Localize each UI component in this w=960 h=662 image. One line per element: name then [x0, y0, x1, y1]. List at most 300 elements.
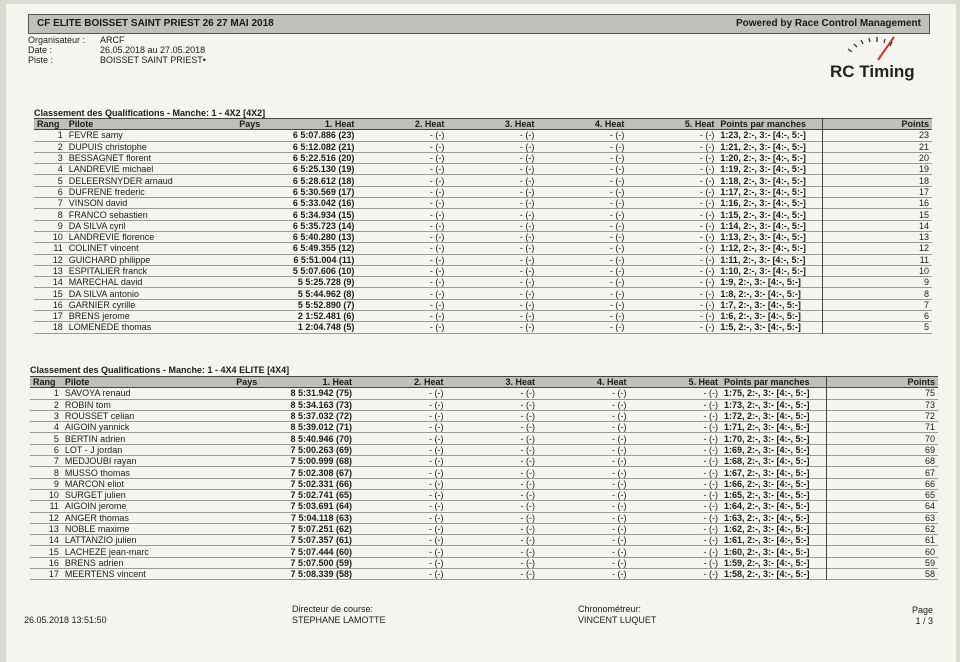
pilot-cell: LOMENEDE thomas — [68, 322, 152, 333]
heat5-cell: - (-) — [699, 130, 715, 141]
heat1-cell: 7 5:08.339 (58) — [290, 569, 352, 580]
country-cell — [219, 288, 264, 299]
page-number: Page 1 / 3 — [912, 605, 934, 626]
heat5-cell: - (-) — [703, 524, 718, 534]
heat3-cell: - (-) — [519, 186, 535, 197]
heat5-cell: - (-) — [699, 311, 715, 322]
heat3-cell: - (-) — [519, 164, 535, 175]
heat3-cell: - (-) — [519, 266, 535, 276]
heat4-cell: - (-) — [609, 266, 625, 276]
table-row — [34, 322, 932, 333]
heat3-cell: - (-) — [519, 288, 535, 299]
table-row — [34, 141, 932, 152]
country-cell — [219, 209, 264, 220]
heat1-cell: 8 5:31.942 (75) — [290, 388, 352, 399]
country-cell — [219, 243, 264, 254]
heat3-cell: - (-) — [520, 524, 535, 534]
heat1-cell: 6 5:30.569 (17) — [292, 186, 355, 197]
table-row — [30, 467, 938, 478]
heat5-cell: - (-) — [703, 422, 718, 433]
rank-cell: 16 — [52, 299, 63, 310]
points-per-heat-cell: 1:15, 2:-, 3:- [4:-, 5:-] — [720, 209, 806, 220]
heat5-cell: - (-) — [703, 490, 718, 501]
table-row — [34, 186, 932, 197]
pilot-cell: FEVRE samy — [68, 130, 123, 141]
heat3-cell: - (-) — [520, 546, 535, 557]
heat2-cell: - (-) — [429, 311, 445, 322]
heat4-cell: - (-) — [609, 254, 625, 265]
col-header-h2: 2. Heat — [355, 377, 447, 388]
points-cell: 63 — [827, 512, 938, 523]
event-title: CF ELITE BOISSET SAINT PRIEST 26 27 MAI 2018 — [37, 18, 274, 29]
points-cell: 16 — [823, 198, 932, 209]
heat1-cell: 6 5:49.355 (12) — [292, 243, 355, 254]
heat1-cell: 6 5:25.130 (19) — [292, 164, 355, 175]
rank-cell: 4 — [53, 422, 59, 433]
points-per-heat-cell: 1:20, 2:-, 3:- [4:-, 5:-] — [720, 153, 806, 164]
points-cell: 12 — [823, 243, 932, 254]
heat1-cell: 7 5:00.999 (68) — [290, 456, 352, 467]
pilot-cell: GARNIER cyrille — [68, 299, 136, 310]
col-header-ppm: Points par manches — [721, 377, 827, 388]
heat2-cell: - (-) — [429, 569, 444, 580]
points-cell: 21 — [823, 141, 932, 152]
heat4-cell: - (-) — [609, 153, 625, 164]
table-row — [34, 198, 932, 209]
heat1-cell: 7 5:07.500 (59) — [290, 557, 352, 568]
heat2-cell: - (-) — [429, 198, 445, 209]
points-per-heat-cell: 1:9, 2:-, 3:- [4:-, 5:-] — [720, 277, 801, 288]
heat3-cell: - (-) — [520, 569, 535, 580]
country-cell — [215, 433, 260, 444]
heat3-cell: - (-) — [519, 153, 535, 164]
points-cell: 67 — [827, 467, 938, 478]
country-cell — [219, 198, 264, 209]
heat1-cell: 6 5:35.723 (14) — [292, 220, 355, 231]
heat4-cell: - (-) — [609, 243, 625, 254]
heat2-cell: - (-) — [429, 232, 445, 243]
heat1-cell: 8 5:39.012 (71) — [290, 422, 352, 433]
country-cell — [215, 535, 260, 546]
heat2-cell: - (-) — [429, 399, 444, 410]
event-info — [28, 35, 206, 65]
pilot-cell: NOBLE maxime — [64, 524, 130, 534]
heat1-cell: 5 5:52.890 (7) — [297, 299, 355, 310]
heat1-cell: 7 5:00.263 (69) — [290, 444, 352, 455]
pilot-cell: COLINET vincent — [68, 243, 139, 254]
country-cell — [215, 489, 260, 500]
heat2-cell: - (-) — [429, 512, 444, 523]
col-header-rang: Rang — [30, 377, 62, 388]
heat1-cell: 6 5:33.042 (16) — [292, 198, 355, 209]
rank-cell: 14 — [52, 277, 63, 288]
heat3-cell: - (-) — [519, 198, 535, 209]
pilot-cell: ROBIN tom — [64, 399, 111, 410]
heat2-cell: - (-) — [429, 141, 445, 152]
points-cell: 68 — [827, 456, 938, 467]
results-sheet — [6, 4, 956, 662]
col-header-points: Points — [823, 119, 932, 130]
heat3-cell: - (-) — [519, 254, 535, 265]
heat1-cell: 7 5:07.251 (62) — [290, 524, 352, 534]
heat3-cell: - (-) — [520, 456, 535, 467]
heat4-cell: - (-) — [612, 456, 627, 467]
heat5-cell: - (-) — [703, 444, 718, 455]
heat5-cell: - (-) — [699, 243, 715, 254]
heat2-cell: - (-) — [429, 243, 445, 254]
country-cell — [219, 311, 264, 322]
heat5-cell: - (-) — [703, 411, 718, 422]
points-per-heat-cell: 1:16, 2:-, 3:- [4:-, 5:-] — [720, 198, 806, 209]
heat4-cell: - (-) — [612, 524, 627, 534]
heat3-cell: - (-) — [519, 277, 535, 288]
col-header-points: Points — [827, 377, 938, 388]
points-cell: 70 — [827, 433, 938, 444]
heat2-cell: - (-) — [429, 444, 444, 455]
points-per-heat-cell: 1:61, 2:-, 3:- [4:-, 5:-] — [724, 535, 810, 546]
heat2-cell: - (-) — [429, 220, 445, 231]
pilot-cell: LATTANZIO julien — [64, 535, 137, 546]
heat3-cell: - (-) — [519, 232, 535, 243]
table-row — [30, 433, 938, 444]
rank-cell: 9 — [57, 220, 63, 231]
heat5-cell: - (-) — [699, 266, 715, 276]
col-header-h4: 4. Heat — [538, 377, 630, 388]
table-row — [30, 444, 938, 455]
heat5-cell: - (-) — [699, 175, 715, 186]
country-cell — [215, 546, 260, 557]
points-cell: 23 — [823, 130, 932, 141]
rank-cell: 12 — [52, 254, 63, 265]
country-cell — [215, 456, 260, 467]
points-per-heat-cell: 1:11, 2:-, 3:- [4:-, 5:-] — [720, 254, 806, 265]
country-cell — [215, 501, 260, 512]
col-header-rang: Rang — [34, 119, 66, 130]
rank-cell: 11 — [53, 243, 63, 254]
heat5-cell: - (-) — [703, 456, 718, 467]
header-bar — [28, 14, 930, 34]
table-row — [30, 388, 938, 399]
points-per-heat-cell: 1:75, 2:-, 3:- [4:-, 5:-] — [724, 388, 810, 399]
pilot-cell: ESPITALIER franck — [68, 266, 148, 276]
rank-cell: 8 — [53, 467, 59, 478]
heat4-cell: - (-) — [612, 535, 627, 546]
points-per-heat-cell: 1:6, 2:-, 3:- [4:-, 5:-] — [720, 311, 801, 322]
section-title-4x4: Classement des Qualifications - Manche: 1 - 4X4 ELITE [4X4] — [30, 365, 290, 375]
col-header-ppm: Points par manches — [717, 119, 823, 130]
rank-cell: 5 — [53, 433, 59, 444]
points-per-heat-cell: 1:14, 2:-, 3:- [4:-, 5:-] — [720, 220, 806, 231]
heat5-cell: - (-) — [703, 535, 718, 546]
rank-cell: 10 — [48, 490, 59, 501]
country-cell — [215, 399, 260, 410]
heat4-cell: - (-) — [609, 220, 625, 231]
heat2-cell: - (-) — [429, 524, 444, 534]
rank-cell: 13 — [48, 524, 59, 534]
country-cell — [215, 523, 260, 534]
country-cell — [215, 422, 260, 433]
heat2-cell: - (-) — [429, 557, 444, 568]
col-header-h3: 3. Heat — [447, 119, 537, 130]
pilot-cell: DUFRENE frederic — [68, 186, 145, 197]
country-cell — [219, 277, 264, 288]
heat3-cell: - (-) — [520, 478, 535, 489]
heat5-cell: - (-) — [699, 141, 715, 152]
pilot-cell: DA SILVA antonio — [68, 288, 139, 299]
heat4-cell: - (-) — [612, 388, 627, 399]
heat3-cell: - (-) — [519, 243, 535, 254]
rank-cell: 1 — [57, 130, 63, 141]
points-per-heat-cell: 1:68, 2:-, 3:- [4:-, 5:-] — [724, 456, 810, 467]
points-cell: 7 — [823, 299, 932, 310]
heat2-cell: - (-) — [429, 388, 444, 399]
points-per-heat-cell: 1:8, 2:-, 3:- [4:-, 5:-] — [720, 288, 801, 299]
table-row — [30, 399, 938, 410]
rank-cell: 4 — [57, 164, 63, 175]
rank-cell: 13 — [52, 266, 63, 276]
points-cell: 20 — [823, 152, 932, 163]
heat3-cell: - (-) — [519, 322, 535, 333]
table-row — [34, 130, 932, 141]
rank-cell: 8 — [57, 209, 63, 220]
pilot-cell: SURGET julien — [64, 490, 126, 501]
heat5-cell: - (-) — [703, 399, 718, 410]
rank-cell: 10 — [52, 232, 63, 243]
col-header-h4: 4. Heat — [537, 119, 627, 130]
country-cell — [215, 388, 260, 399]
heat5-cell: - (-) — [699, 277, 715, 288]
heat3-cell: - (-) — [519, 220, 535, 231]
table-row — [30, 501, 938, 512]
heat2-cell: - (-) — [429, 277, 445, 288]
heat4-cell: - (-) — [609, 288, 625, 299]
pilot-cell: MEDJOUBI rayan — [64, 456, 137, 467]
country-cell — [219, 299, 264, 310]
pilot-cell: MARCON eliot — [64, 478, 124, 489]
heat2-cell: - (-) — [429, 254, 445, 265]
heat4-cell: - (-) — [609, 198, 625, 209]
points-cell: 69 — [827, 444, 938, 455]
table-row — [30, 535, 938, 546]
table-row — [34, 231, 932, 242]
heat3-cell: - (-) — [519, 311, 535, 322]
heat4-cell: - (-) — [612, 501, 627, 512]
country-cell — [215, 569, 260, 580]
heat4-cell: - (-) — [612, 569, 627, 580]
heat3-cell: - (-) — [520, 512, 535, 523]
points-per-heat-cell: 1:64, 2:-, 3:- [4:-, 5:-] — [724, 501, 810, 512]
rank-cell: 11 — [49, 501, 59, 512]
heat1-cell: 7 5:02.741 (65) — [290, 490, 352, 501]
heat5-cell: - (-) — [699, 153, 715, 164]
points-per-heat-cell: 1:18, 2:-, 3:- [4:-, 5:-] — [720, 175, 806, 186]
heat4-cell: - (-) — [612, 490, 627, 501]
country-cell — [219, 130, 264, 141]
table-row — [30, 478, 938, 489]
rc-timing-logo — [828, 34, 923, 84]
points-cell: 60 — [827, 546, 938, 557]
country-cell — [215, 467, 260, 478]
table-row — [30, 557, 938, 568]
heat2-cell: - (-) — [429, 422, 444, 433]
heat1-cell: 2 1:52.481 (6) — [297, 311, 355, 322]
heat1-cell: 8 5:34.163 (73) — [290, 399, 352, 410]
heat2-cell: - (-) — [429, 299, 445, 310]
country-cell — [219, 322, 264, 333]
heat4-cell: - (-) — [612, 467, 627, 478]
heat4-cell: - (-) — [609, 277, 625, 288]
table-row — [34, 265, 932, 276]
pilot-cell: LANDREVIE florence — [68, 232, 155, 243]
country-cell — [219, 164, 264, 175]
heat3-cell: - (-) — [520, 467, 535, 478]
pilot-cell: DELEERSNYDER arnaud — [68, 175, 173, 186]
heat1-cell: 8 5:40.946 (70) — [290, 433, 352, 444]
points-per-heat-cell: 1:67, 2:-, 3:- [4:-, 5:-] — [724, 467, 810, 478]
heat3-cell: - (-) — [520, 490, 535, 501]
heat4-cell: - (-) — [612, 546, 627, 557]
heat3-cell: - (-) — [520, 388, 535, 399]
heat3-cell: - (-) — [520, 411, 535, 422]
heat5-cell: - (-) — [699, 299, 715, 310]
heat2-cell: - (-) — [429, 490, 444, 501]
heat5-cell: - (-) — [699, 322, 715, 333]
pilot-cell: DUPUIS christophe — [68, 141, 147, 152]
pilot-cell: LANDREVIE michael — [68, 164, 154, 175]
heat2-cell: - (-) — [429, 535, 444, 546]
heat5-cell: - (-) — [699, 164, 715, 175]
points-per-heat-cell: 1:71, 2:-, 3:- [4:-, 5:-] — [724, 422, 810, 433]
country-cell — [215, 557, 260, 568]
powered-by: Powered by Race Control Management — [735, 18, 921, 29]
points-per-heat-cell: 1:58, 2:-, 3:- [4:-, 5:-] — [724, 569, 810, 580]
section-title-4x2: Classement des Qualifications - Manche: 1 - 4X2 [4X2] — [34, 108, 266, 118]
points-cell: 59 — [827, 557, 938, 568]
points-per-heat-cell: 1:69, 2:-, 3:- [4:-, 5:-] — [724, 444, 810, 455]
points-cell: 66 — [827, 478, 938, 489]
points-per-heat-cell: 1:62, 2:-, 3:- [4:-, 5:-] — [724, 524, 810, 534]
heat4-cell: - (-) — [609, 186, 625, 197]
points-per-heat-cell: 1:70, 2:-, 3:- [4:-, 5:-] — [724, 433, 810, 444]
heat5-cell: - (-) — [699, 288, 715, 299]
heat4-cell: - (-) — [609, 175, 625, 186]
points-per-heat-cell: 1:63, 2:-, 3:- [4:-, 5:-] — [724, 512, 810, 523]
points-cell: 18 — [823, 175, 932, 186]
heat5-cell: - (-) — [703, 501, 718, 512]
heat5-cell: - (-) — [699, 220, 715, 231]
col-header-h5: 5. Heat — [627, 119, 717, 130]
heat3-cell: - (-) — [520, 422, 535, 433]
rank-cell: 17 — [48, 569, 59, 580]
heat3-cell: - (-) — [519, 209, 535, 220]
heat1-cell: 7 5:02.331 (66) — [290, 478, 352, 489]
heat2-cell: - (-) — [429, 478, 444, 489]
table-row — [34, 164, 932, 175]
rank-cell: 9 — [53, 478, 59, 489]
table-row — [30, 512, 938, 523]
heat3-cell: - (-) — [520, 399, 535, 410]
rank-cell: 1 — [53, 388, 59, 399]
heat5-cell: - (-) — [699, 232, 715, 243]
heat1-cell: 6 5:34.934 (15) — [292, 209, 355, 220]
country-cell — [215, 478, 260, 489]
heat4-cell: - (-) — [609, 164, 625, 175]
table-row — [30, 546, 938, 557]
heat2-cell: - (-) — [429, 433, 444, 444]
table-row — [34, 277, 932, 288]
results-table-4x4 — [30, 376, 938, 580]
heat1-cell: 6 5:12.082 (21) — [292, 141, 355, 152]
heat3-cell: - (-) — [520, 501, 535, 512]
points-cell: 13 — [823, 231, 932, 242]
heat3-cell: - (-) — [519, 141, 535, 152]
pilot-cell: BRENS jerome — [68, 311, 130, 322]
rank-cell: 16 — [48, 557, 59, 568]
points-per-heat-cell: 1:13, 2:-, 3:- [4:-, 5:-] — [720, 232, 806, 243]
country-cell — [219, 141, 264, 152]
points-cell: 11 — [823, 254, 932, 265]
country-cell — [219, 265, 264, 276]
col-header-pays: Pays — [219, 119, 264, 130]
pilot-cell: SAVOYA renaud — [64, 388, 131, 399]
rank-cell: 15 — [48, 546, 59, 557]
pilot-cell: LOT - J jordan — [64, 444, 123, 455]
pilot-cell: BERTIN adrien — [64, 433, 126, 444]
table-row — [34, 220, 932, 231]
rank-cell: 7 — [53, 456, 59, 467]
rank-cell: 6 — [53, 444, 59, 455]
heat3-cell: - (-) — [519, 130, 535, 141]
heat1-cell: 7 5:02.308 (67) — [290, 467, 352, 478]
heat5-cell: - (-) — [703, 388, 718, 399]
heat2-cell: - (-) — [429, 209, 445, 220]
heat1-cell: 5 5:44.962 (8) — [297, 288, 355, 299]
heat5-cell: - (-) — [699, 186, 715, 197]
points-cell: 65 — [827, 489, 938, 500]
heat5-cell: - (-) — [703, 546, 718, 557]
heat3-cell: - (-) — [520, 535, 535, 546]
rank-cell: 15 — [52, 288, 63, 299]
heat5-cell: - (-) — [703, 478, 718, 489]
pilot-cell: AIGOIN yannick — [64, 422, 130, 433]
info-organisateur: Organisateur : ARCF — [28, 35, 125, 45]
logo-text: RC Timing — [830, 62, 915, 81]
country-cell — [219, 175, 264, 186]
table-row — [30, 410, 938, 421]
heat4-cell: - (-) — [609, 209, 625, 220]
points-per-heat-cell: 1:19, 2:-, 3:- [4:-, 5:-] — [720, 164, 806, 175]
rank-cell: 14 — [48, 535, 59, 546]
heat1-cell: 6 5:28.612 (18) — [292, 175, 355, 186]
points-cell: 72 — [827, 410, 938, 421]
heat4-cell: - (-) — [609, 130, 625, 141]
pilot-cell: VINSON david — [68, 198, 128, 209]
heat4-cell: - (-) — [612, 512, 627, 523]
pilot-cell: BRENS adrien — [64, 557, 124, 568]
heat3-cell: - (-) — [519, 299, 535, 310]
points-per-heat-cell: 1:17, 2:-, 3:- [4:-, 5:-] — [720, 186, 806, 197]
pilot-cell: ANGER thomas — [64, 512, 129, 523]
heat4-cell: - (-) — [612, 399, 627, 410]
gauge-icon — [828, 34, 923, 64]
points-cell: 73 — [827, 399, 938, 410]
rank-cell: 12 — [48, 512, 59, 523]
heat3-cell: - (-) — [520, 433, 535, 444]
table-row — [30, 489, 938, 500]
points-cell: 19 — [823, 164, 932, 175]
heat1-cell: 5 5:07.606 (10) — [292, 266, 355, 276]
points-cell: 62 — [827, 523, 938, 534]
